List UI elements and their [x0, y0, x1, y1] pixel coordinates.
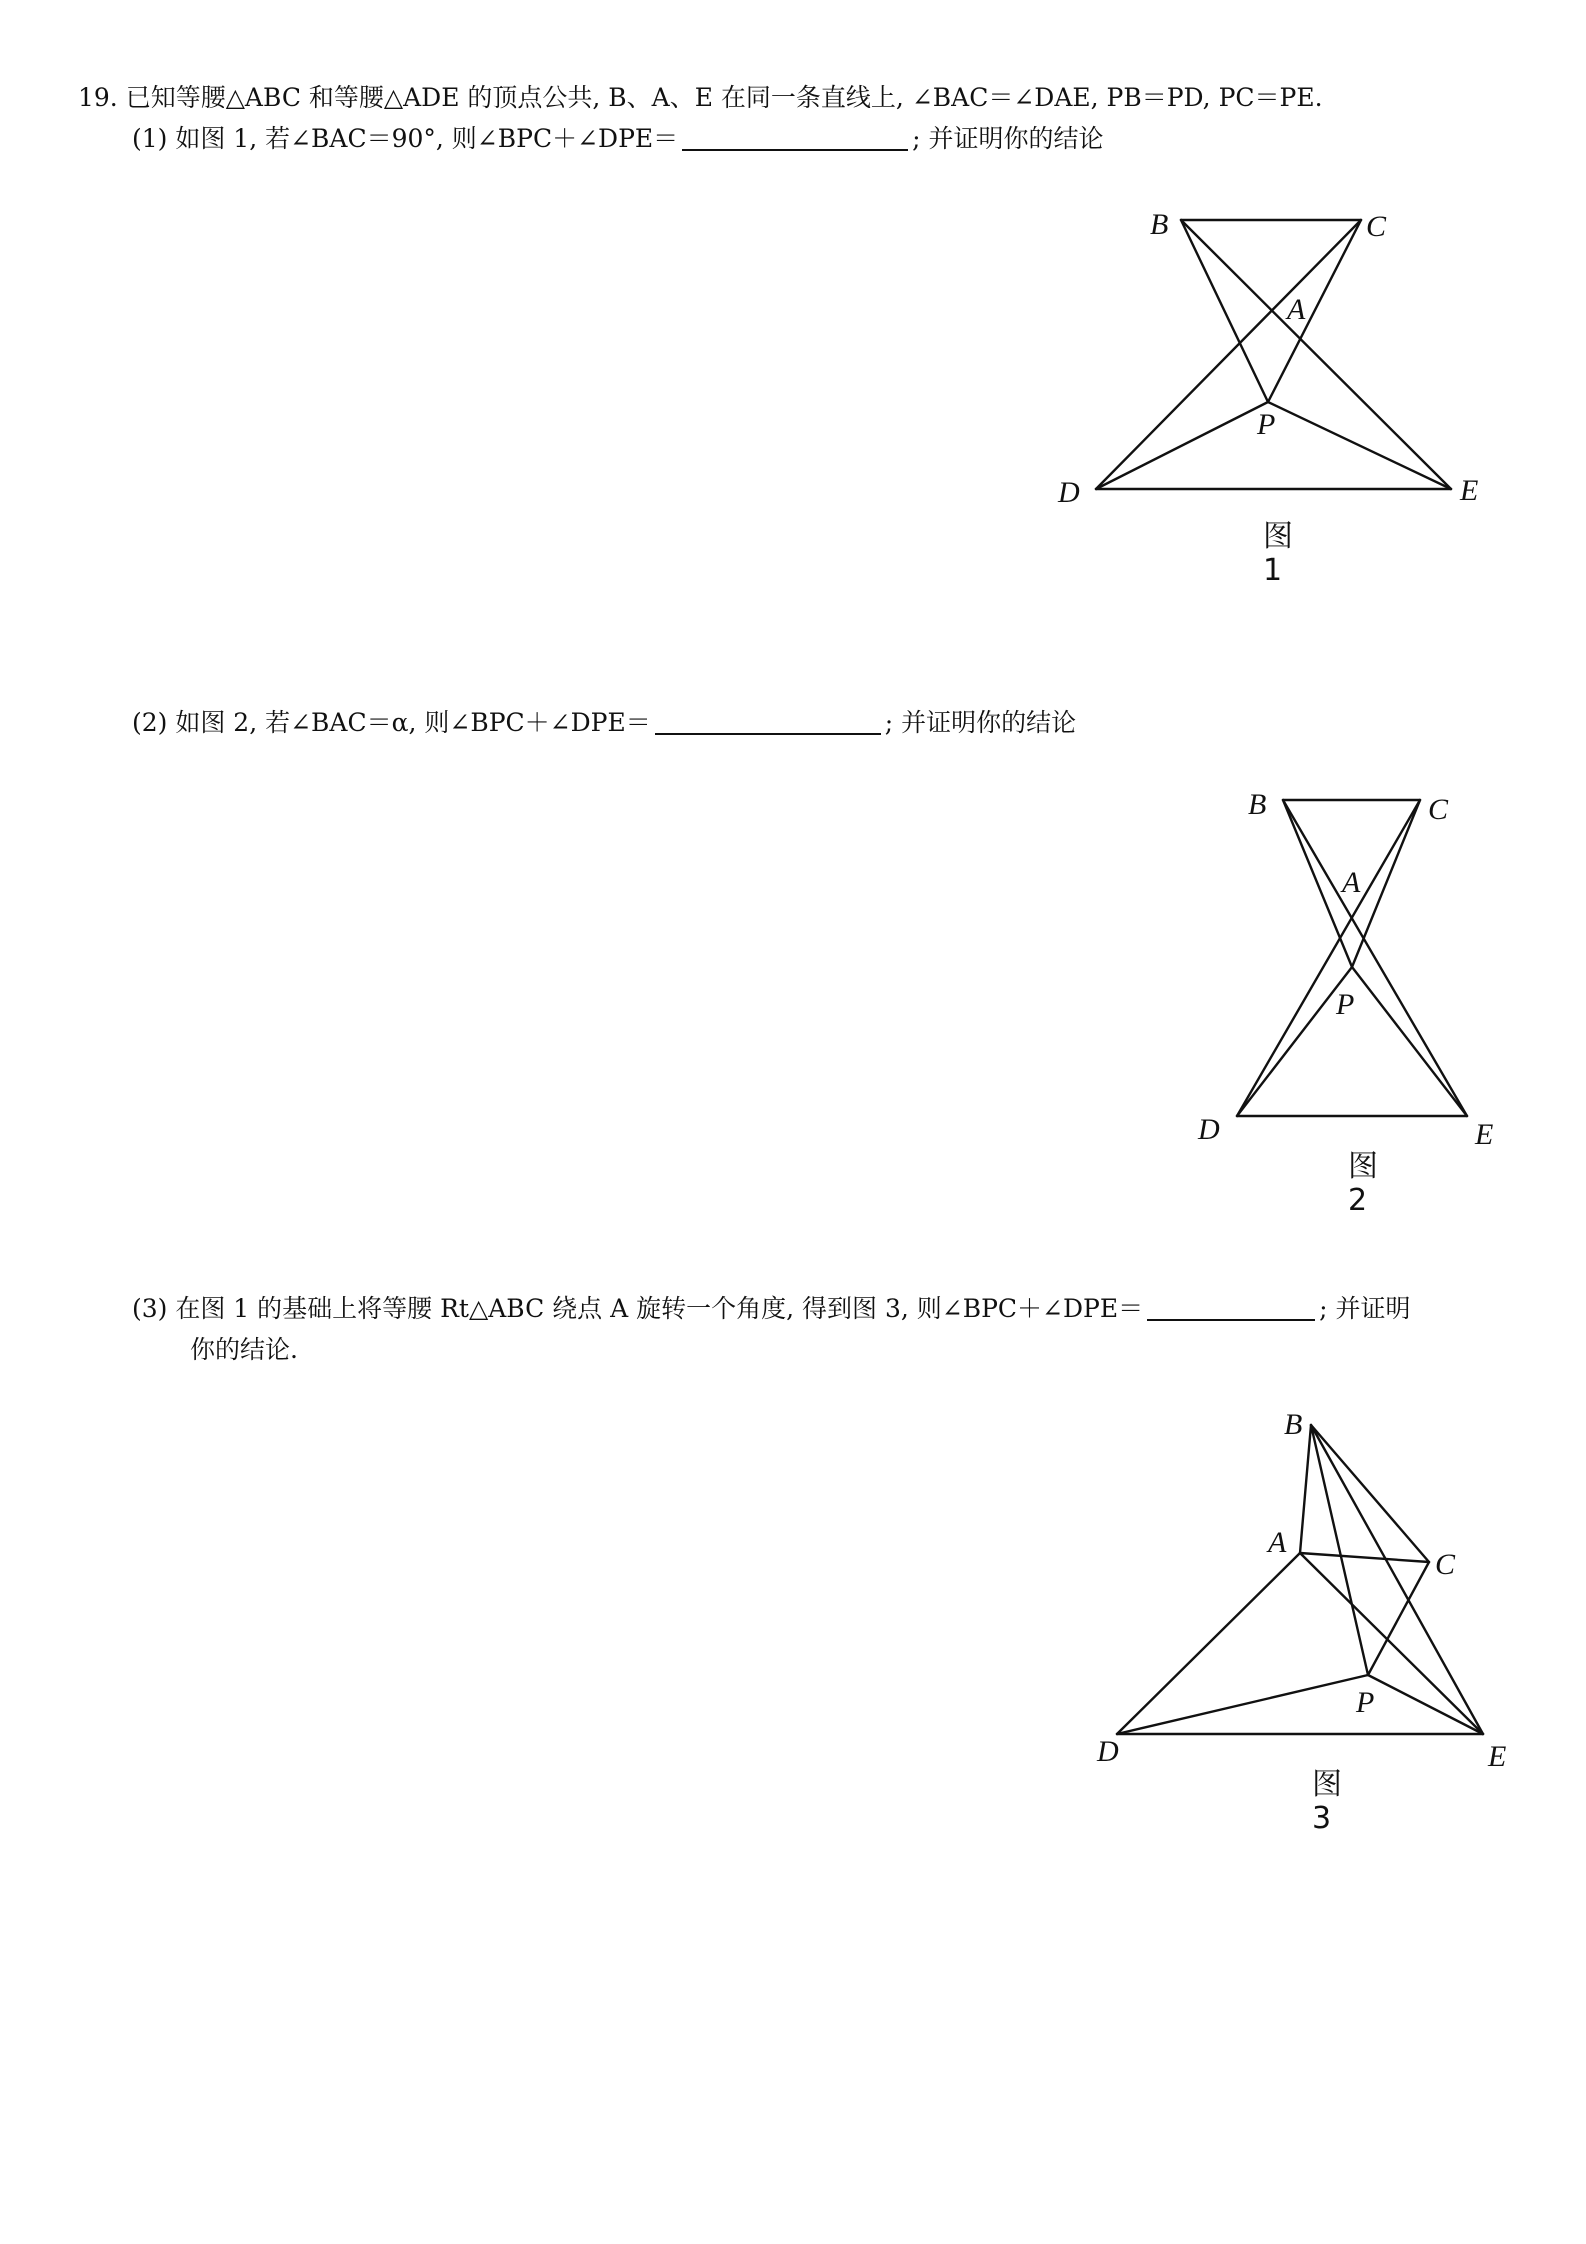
segment-BE — [1311, 1425, 1483, 1734]
figure-2-caption: 图2 — [1348, 1149, 1378, 1218]
segment-DP — [1117, 1675, 1368, 1734]
point-label-E: E — [1460, 474, 1479, 507]
point-label-B: B — [1284, 1408, 1303, 1441]
part2-text: (2) 如图 2, 若∠BAC＝α, 则∠BPC＋∠DPE＝ — [132, 708, 651, 737]
point-label-P: P — [1336, 988, 1355, 1021]
part1-text: (1) 如图 1, 若∠BAC＝90°, 则∠BPC＋∠DPE＝ — [132, 124, 679, 153]
figure-1-caption: 图1 — [1263, 519, 1293, 588]
point-label-P: P — [1257, 408, 1276, 441]
point-label-C: C — [1428, 793, 1449, 826]
point-label-D: D — [1058, 476, 1080, 509]
point-label-B: B — [1150, 208, 1169, 241]
point-label-E: E — [1475, 1118, 1494, 1151]
segment-BP — [1311, 1425, 1368, 1675]
segment-AC — [1300, 1553, 1429, 1562]
part3-text-line2: 你的结论. — [190, 1335, 298, 1364]
point-label-D: D — [1198, 1113, 1220, 1146]
point-label-E: E — [1488, 1740, 1507, 1773]
part3-text-after: ; 并证明 — [1319, 1294, 1411, 1323]
point-label-P: P — [1356, 1686, 1375, 1719]
point-label-A: A — [1287, 293, 1306, 326]
point-label-B: B — [1248, 788, 1267, 821]
point-label-A: A — [1268, 1526, 1287, 1559]
segment-BC — [1311, 1425, 1429, 1562]
point-label-D: D — [1097, 1735, 1119, 1768]
part2-text-after: ; 并证明你的结论 — [884, 708, 1077, 737]
point-label-C: C — [1435, 1548, 1456, 1581]
segment-AE — [1300, 1553, 1483, 1734]
figure-3-caption: 图3 — [1312, 1767, 1342, 1836]
problem-stem-text: 19. 已知等腰△ABC 和等腰△ADE 的顶点公共, B、A、E 在同一条直线上, ∠BAC＝∠DAE, PB＝PD, PC＝PE. — [78, 83, 1323, 112]
segment-BA — [1300, 1425, 1311, 1553]
point-label-C: C — [1366, 210, 1387, 243]
part3-text: (3) 在图 1 的基础上将等腰 Rt△ABC 绕点 A 旋转一个角度, 得到图 3, 则∠BPC＋∠DPE＝ — [132, 1294, 1144, 1323]
point-label-A: A — [1342, 866, 1361, 899]
segment-AD — [1117, 1553, 1300, 1734]
part1-text-after: ; 并证明你的结论 — [912, 124, 1104, 153]
